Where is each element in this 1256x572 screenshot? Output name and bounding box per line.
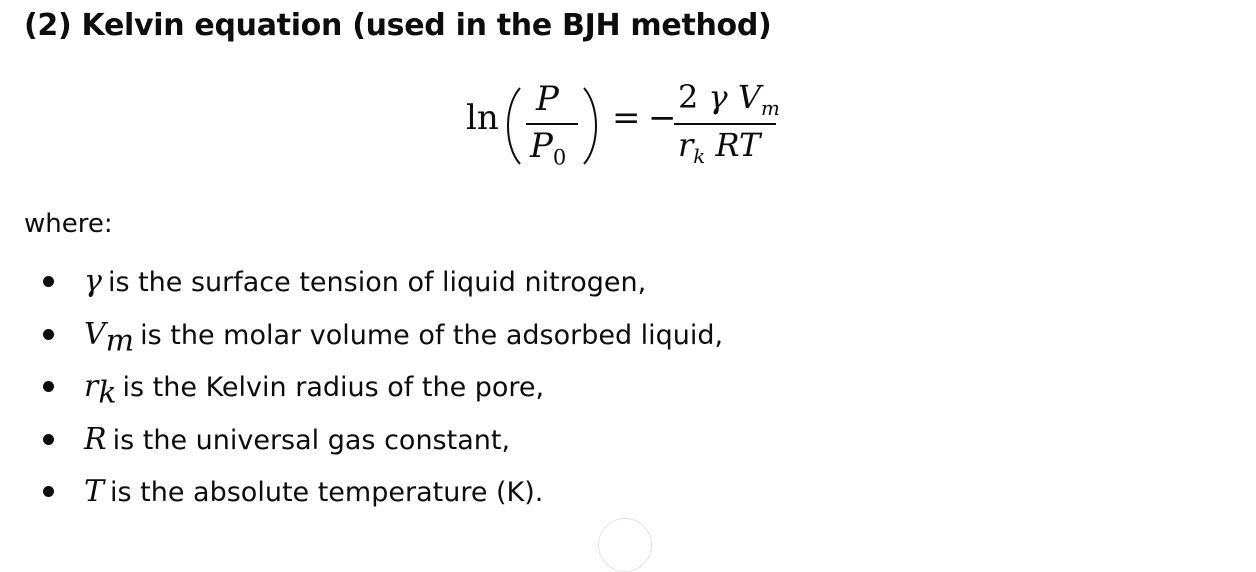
- molar-volume-symbol: V: [737, 78, 761, 116]
- definition-content: [84, 420, 510, 466]
- definition-text: is the universal gas constant,: [112, 424, 511, 456]
- kelvin-radius-symbol: r: [678, 126, 694, 164]
- scroll-down-button[interactable]: [598, 518, 652, 572]
- kelvin-equation: [460, 76, 790, 176]
- lhs-fraction-bar: [526, 123, 578, 125]
- right-paren: [578, 86, 606, 166]
- lhs-denominator-symbol: P: [530, 126, 553, 166]
- definition-subscript: m: [105, 322, 135, 358]
- bullet-icon: [43, 276, 54, 287]
- bullet-icon: [43, 329, 54, 340]
- definition-content: [84, 262, 646, 308]
- section-heading: (2) Kelvin equation (used in the BJH method): [24, 8, 772, 43]
- definition-content: [84, 472, 543, 518]
- definition-symbol: V: [84, 316, 106, 352]
- definition-text: is the molar volume of the adsorbed liquid,: [140, 319, 724, 351]
- where-label: where:: [24, 209, 113, 239]
- definition-subscript: k: [98, 375, 117, 411]
- gamma-symbol: γ: [708, 78, 728, 116]
- definition-text: is the absolute temperature (K).: [110, 477, 544, 508]
- molar-volume-subscript: m: [760, 96, 780, 120]
- rhs-coefficient: 2: [678, 78, 699, 116]
- definition-text: is the surface tension of liquid nitrogen,: [107, 267, 647, 298]
- rhs-denominator: [678, 126, 761, 168]
- definition-symbol: r: [84, 369, 99, 404]
- equals-sign: =: [612, 98, 641, 138]
- definition-content: [84, 315, 723, 361]
- definition-symbol: γ: [84, 264, 102, 299]
- definition-text: is the Kelvin radius of the pore,: [122, 372, 545, 403]
- bullet-icon: [43, 486, 54, 497]
- definition-content: [84, 367, 544, 413]
- bullet-icon: [43, 434, 54, 445]
- rhs-fraction-bar: [674, 123, 776, 125]
- lhs-numerator: P: [536, 79, 559, 119]
- ln-operator: ln: [466, 98, 499, 138]
- bullet-icon: [43, 381, 54, 392]
- rt-symbol: RT: [715, 126, 761, 164]
- minus-sign: −: [648, 98, 677, 138]
- definition-symbol: R: [84, 421, 107, 457]
- kelvin-radius-subscript: k: [693, 144, 706, 168]
- lhs-denominator-subscript: 0: [552, 144, 567, 170]
- lhs-denominator: [530, 126, 567, 170]
- left-paren: [498, 86, 526, 166]
- definition-symbol: T: [84, 474, 105, 509]
- rhs-numerator: [678, 78, 780, 120]
